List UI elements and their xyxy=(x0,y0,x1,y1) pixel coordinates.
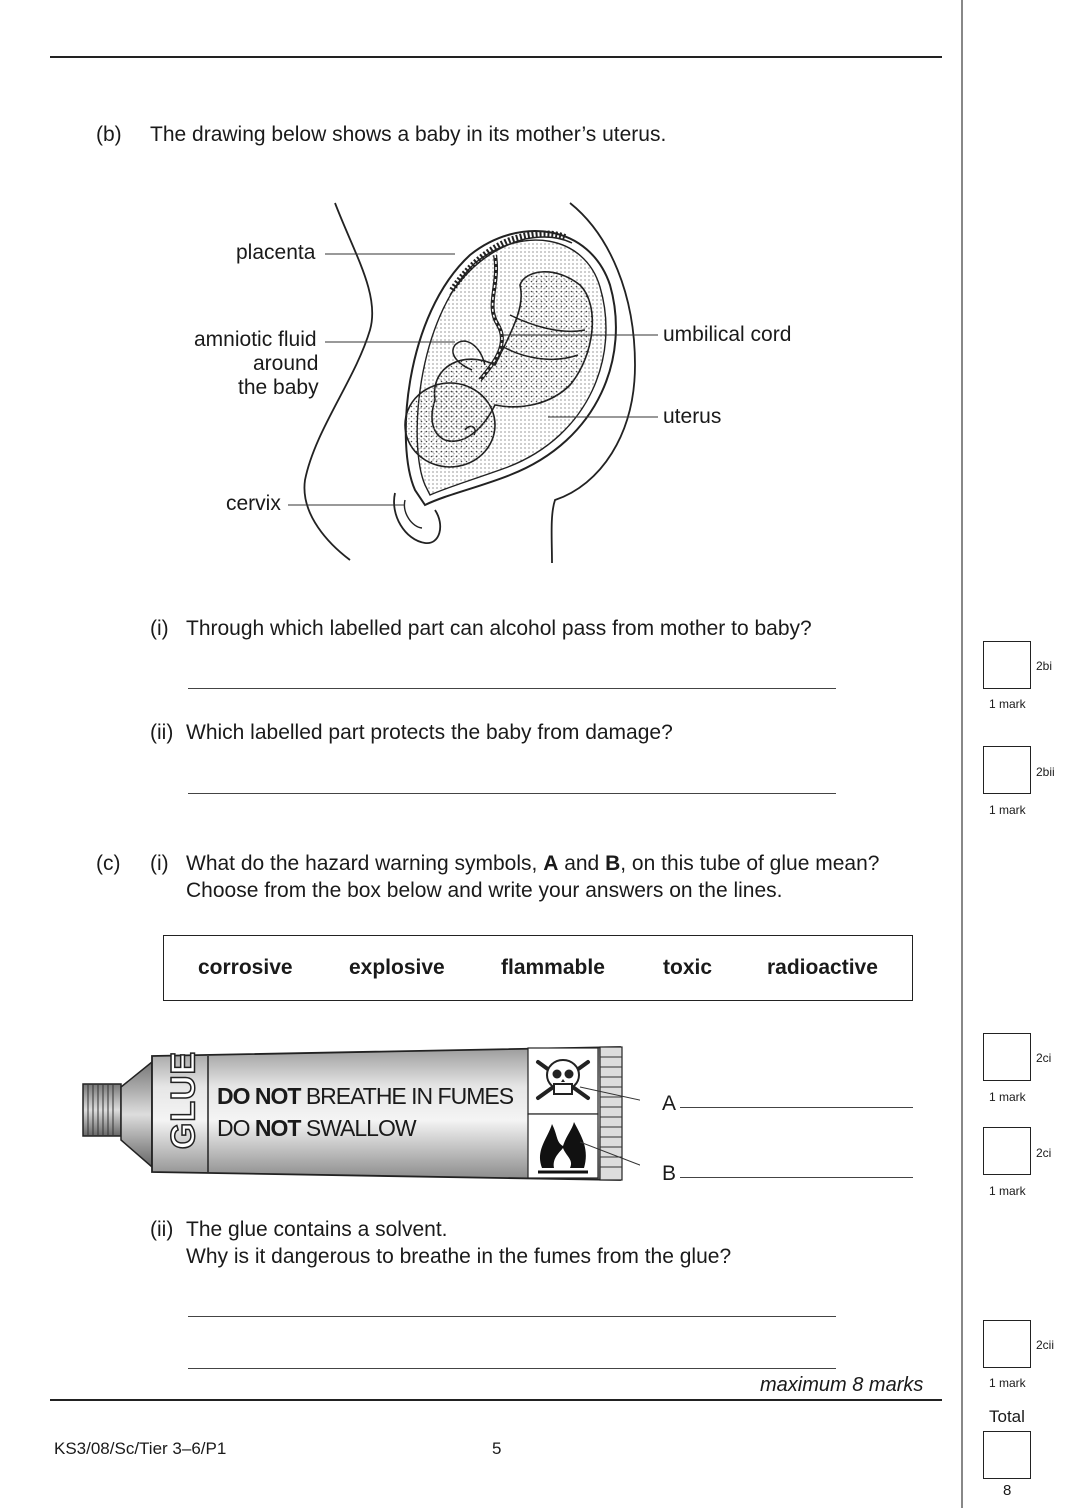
word-toxic: toxic xyxy=(663,956,713,979)
word-explosive: explosive xyxy=(349,956,445,979)
warning-1-text: BREATHE IN FUMES xyxy=(300,1083,514,1109)
answer-line-bi[interactable] xyxy=(188,688,836,689)
mark-box-2bi[interactable] xyxy=(983,641,1031,689)
answer-line-bii[interactable] xyxy=(188,793,836,794)
label-amniotic-3: the baby xyxy=(238,376,319,399)
footer-code: KS3/08/Sc/Tier 3–6/P1 xyxy=(54,1439,227,1458)
q-bii-text: Which labelled part protects the baby from damage? xyxy=(186,721,673,744)
label-amniotic-1: amniotic fluid xyxy=(194,328,317,351)
q-cii-line2: Why is it dangerous to breathe in the fumes from the glue? xyxy=(186,1245,732,1268)
label-placenta: placenta xyxy=(236,241,316,264)
glue-brand: GLUE xyxy=(164,1050,203,1150)
warning-2-text-a: DO xyxy=(217,1115,255,1141)
q-ci-line1 xyxy=(186,850,879,877)
q-ci-line2: Choose from the box below and write your answers on the lines. xyxy=(186,879,783,902)
symbol-label-a: A xyxy=(662,1092,677,1115)
answer-line-cii-1[interactable] xyxy=(188,1316,836,1317)
mark-label-2ci-b: 1 mark xyxy=(989,1184,1026,1198)
mark-box-2ci-b[interactable] xyxy=(983,1127,1031,1175)
mark-box-2cii[interactable] xyxy=(983,1320,1031,1368)
warning-2-text-b: SWALLOW xyxy=(300,1115,416,1141)
symbol-label-b: B xyxy=(662,1162,677,1185)
max-marks: maximum 8 marks xyxy=(760,1374,924,1396)
warning-2-bold: NOT xyxy=(254,1115,301,1141)
label-uterus: uterus xyxy=(663,405,722,428)
answer-line-ci-a[interactable] xyxy=(680,1107,913,1108)
mark-code-2ci-b: 2ci xyxy=(1036,1146,1052,1160)
bottom-rule xyxy=(50,1399,942,1401)
margin-rule xyxy=(961,0,963,1508)
part-b-label: (b) xyxy=(96,123,122,146)
tube-warning-2 xyxy=(217,1115,416,1142)
top-rule xyxy=(50,56,942,58)
footer-page: 5 xyxy=(492,1439,502,1458)
q-ci-symbol-b: B xyxy=(605,852,621,875)
answer-line-ci-b[interactable] xyxy=(680,1177,913,1178)
label-cervix: cervix xyxy=(226,492,281,515)
word-radioactive: radioactive xyxy=(767,956,878,979)
mark-code-2ci-a: 2ci xyxy=(1036,1051,1052,1065)
part-b-intro: The drawing below shows a baby in its mother’s uterus. xyxy=(150,123,667,146)
mark-code-2bi: 2bi xyxy=(1036,659,1053,673)
mark-box-2bii[interactable] xyxy=(983,746,1031,794)
part-c-label: (c) xyxy=(96,852,121,875)
total-label: Total xyxy=(989,1407,1025,1426)
mark-label-2bii: 1 mark xyxy=(989,803,1026,817)
mark-label-2cii: 1 mark xyxy=(989,1376,1026,1390)
total-value: 8 xyxy=(1003,1482,1012,1499)
q-cii-number: (ii) xyxy=(150,1218,174,1241)
q-bi-text: Through which labelled part can alcohol pass from mother to baby? xyxy=(186,617,812,640)
q-ci-text-a: What do the hazard warning symbols, xyxy=(186,852,544,875)
q-ci-text-and: and xyxy=(558,852,606,875)
tube-warning-1 xyxy=(217,1083,513,1110)
word-flammable: flammable xyxy=(501,956,605,979)
label-umbilical-cord: umbilical cord xyxy=(663,323,792,346)
mark-label-2bi: 1 mark xyxy=(989,697,1026,711)
warning-1-bold: DO NOT xyxy=(217,1083,301,1109)
q-bii-number: (ii) xyxy=(150,721,174,744)
word-box xyxy=(163,935,913,1001)
mark-label-2ci-a: 1 mark xyxy=(989,1090,1026,1104)
total-box[interactable] xyxy=(983,1431,1031,1479)
mark-code-2cii: 2cii xyxy=(1036,1338,1055,1352)
word-corrosive: corrosive xyxy=(198,956,293,979)
q-ci-symbol-a: A xyxy=(543,852,559,875)
mark-code-2bii: 2bii xyxy=(1036,765,1055,779)
q-bi-number: (i) xyxy=(150,617,169,640)
label-amniotic-2: around xyxy=(253,352,319,375)
q-ci-text-b: , on this tube of glue mean? xyxy=(620,852,880,875)
q-ci-number: (i) xyxy=(150,852,169,875)
q-cii-line1: The glue contains a solvent. xyxy=(186,1218,448,1241)
mark-box-2ci-a[interactable] xyxy=(983,1033,1031,1081)
answer-line-cii-2[interactable] xyxy=(188,1368,836,1369)
